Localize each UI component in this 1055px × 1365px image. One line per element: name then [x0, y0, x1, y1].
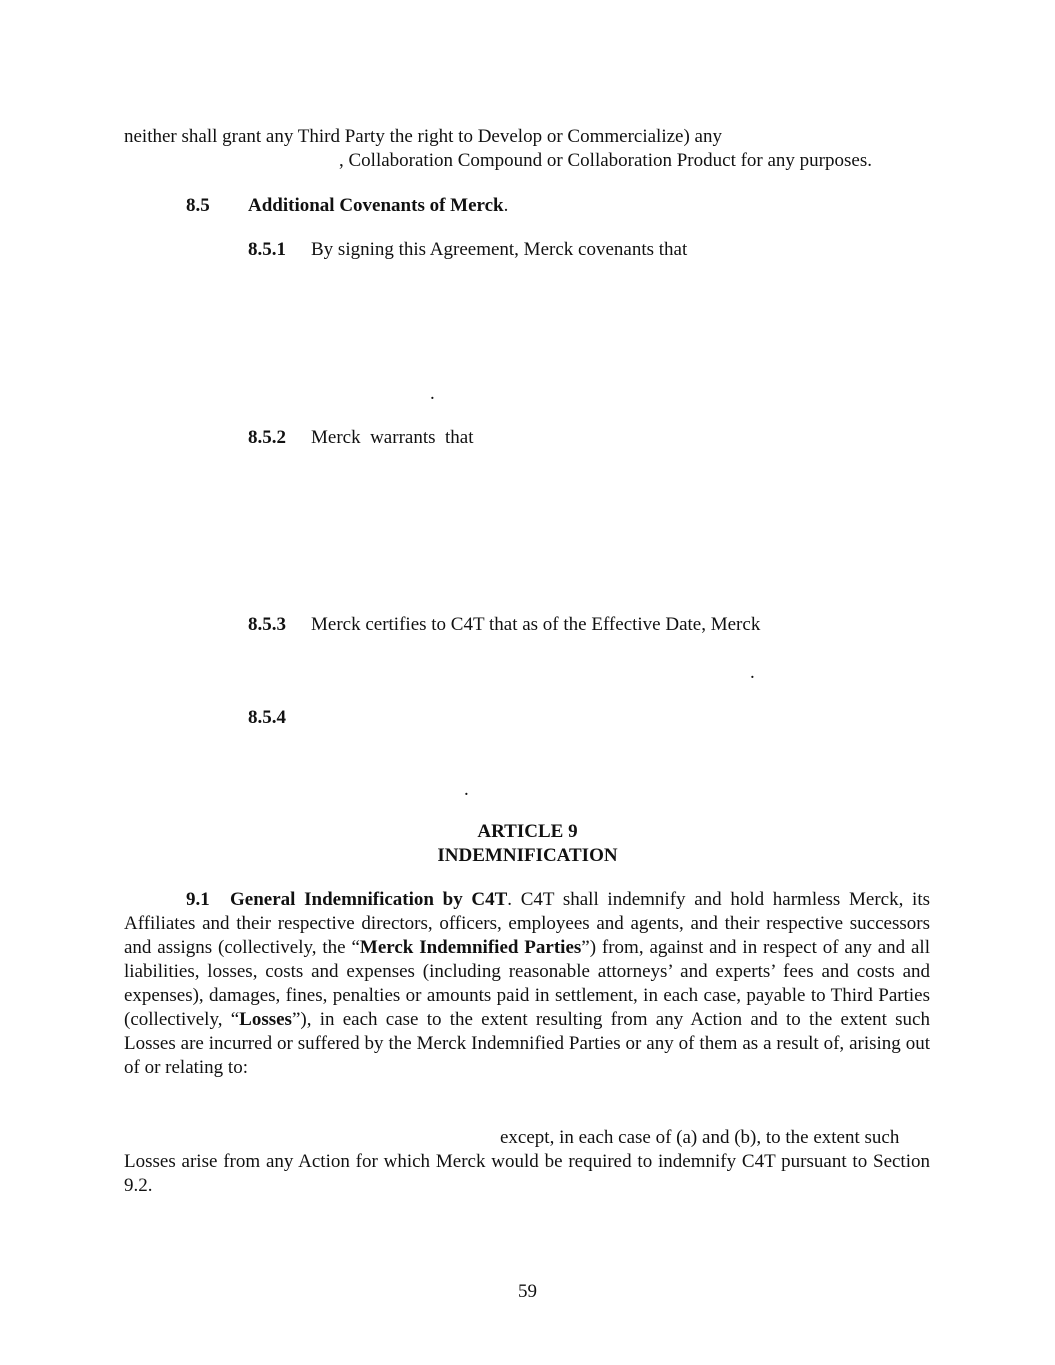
section-9-1-continuation: Losses arise from any Action for which Merck would be required to indemnify C4T pursuant to Section 9.2.	[124, 1151, 930, 1196]
defined-term-losses: Losses	[239, 1009, 292, 1030]
section-9-1-text-a: . C4T shall indemnify and hold harmless Merck, its Affiliates and their respective directors, officers, employees and agents, and their respective successors and assigns (collectively, the “	[124, 889, 930, 958]
sub-8-5-3-trailing: .	[750, 662, 755, 683]
article-title: INDEMNIFICATION	[437, 845, 618, 866]
sub-8-5-2-number: 8.5.2	[248, 427, 286, 448]
section-9-1-title: General Indemnification by C4T	[230, 889, 508, 910]
section-9-1-number: 9.1	[186, 889, 210, 910]
sub-8-5-3-number: 8.5.3	[248, 614, 286, 635]
defined-term-merck-indemnified-parties: Merck Indemnified Parties	[359, 937, 582, 958]
top-text-line-1: neither shall grant any Third Party the right to Develop or Commercialize) any	[124, 126, 722, 147]
section-9-1-text-b: ”) from, against and in respect of any and all liabilities, losses, costs and expenses (including reasonable attorneys’ and experts’ fees and costs and expenses), damages, fines, penalties or amounts paid in settlement, in each case, payable to Third Parties (collectively, “	[124, 937, 930, 1030]
sub-8-5-4-trailing: .	[464, 779, 469, 800]
sub-8-5-1-text: By signing this Agreement, Merck covenants that	[311, 239, 688, 260]
section-8-5-number: 8.5	[186, 195, 210, 216]
section-8-5-heading	[248, 194, 508, 218]
sub-8-5-1-trailing: .	[430, 383, 435, 404]
section-9-1-paragraph	[124, 888, 930, 1080]
sub-8-5-3-text: Merck certifies to C4T that as of the Effective Date, Merck	[311, 614, 761, 635]
sub-8-5-2-text: Merck warrants that	[311, 427, 474, 448]
top-text-line-2: , Collaboration Compound or Collaboration Product for any purposes.	[339, 150, 872, 171]
section-9-1-text-c: ”), in each case to the extent resulting from any Action and to the extent such Losses are incurred or suffered by the Merck Indemnified Parties or any of them as a result of, arising out of or relating to:	[124, 1009, 930, 1078]
section-8-5-title-end: .	[503, 195, 509, 216]
section-9-1-continuation-line: except, in each case of (a) and (b), to the extent such	[500, 1127, 900, 1148]
sub-8-5-1-number: 8.5.1	[248, 239, 286, 260]
section-8-5-title: Additional Covenants of Merck	[248, 195, 504, 216]
page-number: 59	[518, 1281, 537, 1302]
article-number: ARTICLE 9	[477, 821, 578, 842]
sub-8-5-4-number: 8.5.4	[248, 707, 286, 728]
